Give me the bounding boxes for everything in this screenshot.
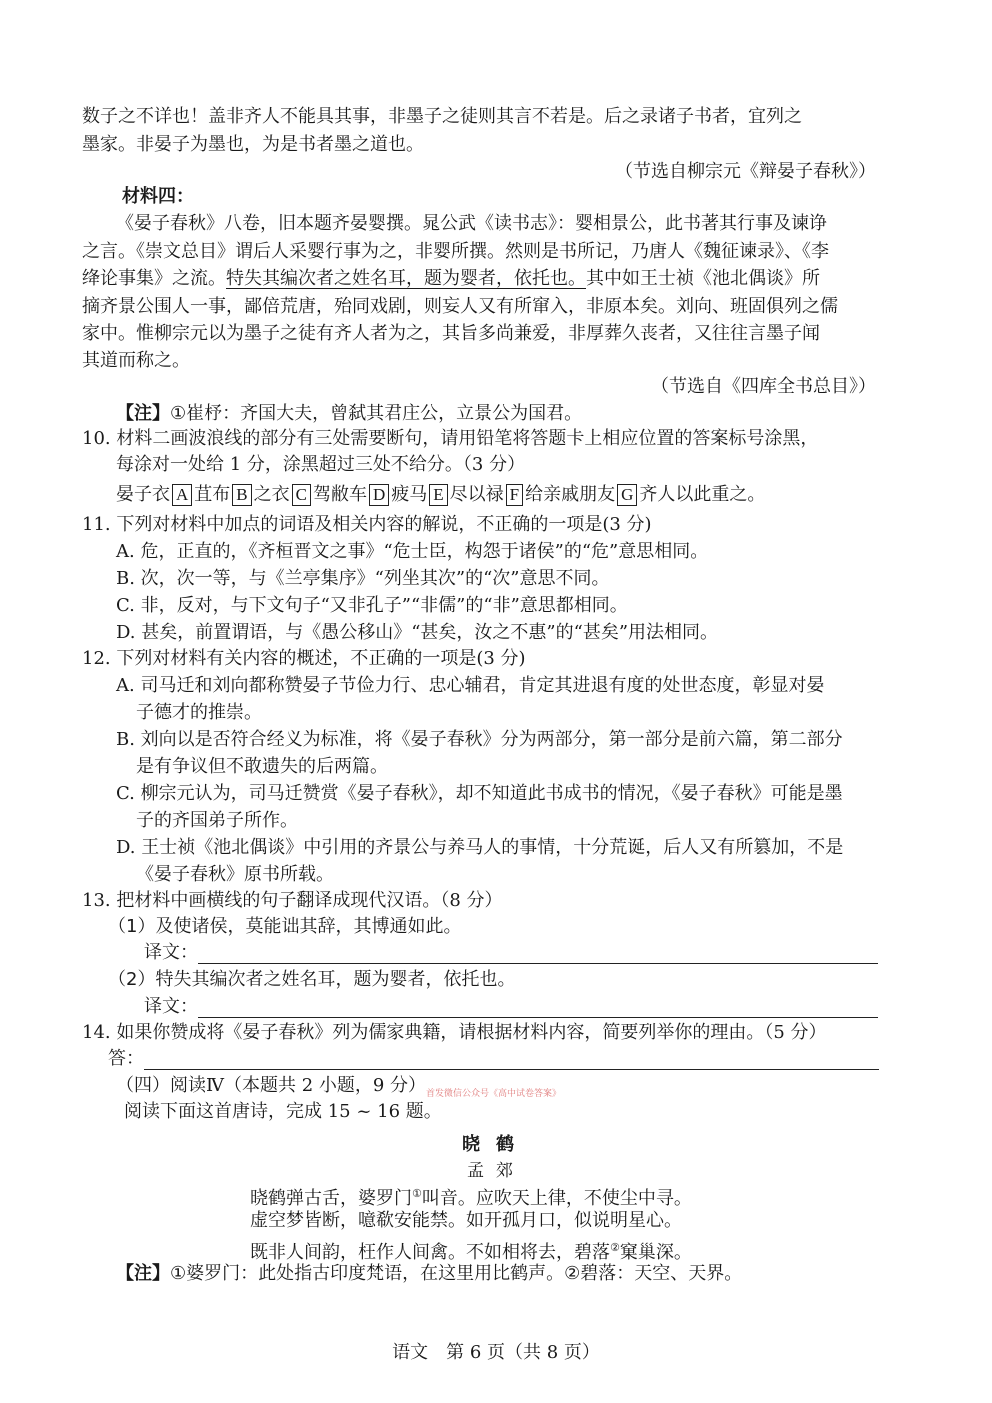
material4-heading: 材料四：	[122, 186, 194, 207]
material4-line-3: 绛论事集》之流。特失其编次者之姓名耳，题为婴者，依托也。其中如王士祯《池北偶谈》所	[82, 268, 820, 289]
question-10-stem: 10. 材料二画波浪线的部分有三处需要断句，请用铅笔将答题卡上相应位置的答案标号涂黑，	[82, 428, 819, 449]
material4-source: （节选自《四库全书总目》）	[651, 376, 876, 397]
question-12-option-a: A. 司马迁和刘向都称赞晏子节俭力行、忠心辅君，肯定其进退有度的处世态度，彰显对晏	[116, 675, 825, 696]
question-14-stem: 14. 如果你赞成将《晏子春秋》列为儒家典籍，请根据材料内容，简要列举你的理由。（5 分）	[82, 1022, 827, 1043]
question-11-option-b: B. 次，次一等，与《兰亭集序》“列坐其次”的“次”意思不同。	[116, 568, 610, 589]
page-footer: 语文 第 6 页（共 8 页）	[392, 1342, 600, 1363]
answer-line-1[interactable]	[198, 945, 878, 964]
mark-F[interactable]: F	[506, 484, 523, 506]
poem-line-3: 既非人间韵，枉作人间禽。不如相将去，碧落②窠巢深。	[250, 1241, 692, 1263]
note-1: 【注】①崔杼：齐国大夫，曾弑其君庄公，立景公为国君。	[116, 403, 583, 424]
poem-title: 晓鹤	[462, 1134, 530, 1155]
poem-author: 孟郊	[467, 1161, 525, 1181]
answer-line-2[interactable]	[198, 999, 878, 1018]
mark-C[interactable]: C	[292, 484, 311, 506]
question-10-options: 晏子衣 A 苴布 B 之衣 C 驾敝车 D 疲马 E 尽以禄 F 给亲戚朋友 G 齐人以此重之。	[116, 484, 766, 505]
question-12-option-b: B. 刘向以是否符合经义为标准，将《晏子春秋》分为两部分，第一部分是前六篇，第二部分	[116, 729, 843, 750]
question-13-answer-1: 译文：	[144, 942, 878, 964]
question-12-option-d-cont: 《晏子春秋》原书所载。	[136, 864, 334, 885]
question-11-stem: 11. 下列对材料中加点的词语及相关内容的解说，不正确的一项是(3 分)	[82, 514, 652, 535]
question-13-sentence-2: （2）特失其编次者之姓名耳，题为婴者，依托也。	[108, 969, 516, 990]
material4-line-6: 其道而称之。	[82, 350, 190, 371]
note-2: 【注】①婆罗门：此处指古印度梵语，在这里用比鹤声。②碧落：天空、天界。	[116, 1263, 743, 1284]
question-12-option-a-cont: 子德才的推崇。	[136, 702, 262, 723]
question-13-sentence-1: （1）及使诸侯，莫能诎其辞，其博通如此。	[108, 916, 462, 937]
section-4-heading: （四）阅读Ⅳ（本题共 2 小题，9 分）	[116, 1075, 427, 1096]
question-11-option-c: C. 非，反对，与下文句子“又非孔子”“非儒”的“非”意思都相同。	[116, 595, 628, 616]
question-14-answer: 答：	[108, 1048, 879, 1070]
section-4-instruction: 阅读下面这首唐诗，完成 15 ~ 16 题。	[124, 1101, 442, 1122]
question-11-option-d: D. 甚矣，前置谓语，与《愚公移山》“甚矣，汝之不惠”的“甚矣”用法相同。	[116, 622, 719, 643]
question-13-answer-2: 译文：	[144, 996, 878, 1018]
question-12-option-b-cont: 是有争议但不敢遗失的后两篇。	[136, 756, 388, 777]
material4-line-1: 《晏子春秋》八卷，旧本题齐晏婴撰。晁公武《读书志》：婴相景公，此书著其行事及谏诤	[116, 213, 827, 234]
poem-line-2: 虚空梦皆断，噫欷安能禁。如开孤月口，似说明星心。	[250, 1210, 682, 1231]
material3-line-1: 数子之不详也！盖非齐人不能具其事，非墨子之徒则其言不若是。后之录诸子书者，宜列之	[82, 106, 802, 127]
answer-line-3[interactable]	[144, 1051, 879, 1070]
mark-G[interactable]: G	[617, 484, 637, 506]
material4-line-2: 之言。《崇文总目》谓后人采婴行事为之，非婴所撰。然则是书所记，乃唐人《魏征谏录》、《李	[82, 241, 829, 262]
mark-B[interactable]: B	[232, 484, 251, 506]
question-13-stem: 13. 把材料中画横线的句子翻译成现代汉语。（8 分）	[82, 890, 503, 911]
material4-line-5: 家中。惟柳宗元以为墨子之徒有齐人者为之，其旨多尚兼爱，非厚葬久丧者，又往往言墨子闻	[82, 323, 820, 344]
underlined-sentence: 特失其编次者之姓名耳，题为婴者，依托也。	[226, 268, 586, 289]
question-12-option-d: D. 王士祯《池北偶谈》中引用的齐景公与养马人的事情，十分荒诞，后人又有所篡加，不是	[116, 837, 844, 858]
question-10-stem-2: 每涂对一处给 1 分，涂黑超过三处不给分。（3 分）	[116, 454, 526, 475]
material3-line-2: 墨家。非晏子为墨也，为是书者墨之道也。	[82, 134, 424, 155]
question-12-stem: 12. 下列对材料有关内容的概述，不正确的一项是(3 分)	[82, 648, 526, 669]
material3-source: （节选自柳宗元《辩晏子春秋》）	[615, 161, 876, 182]
watermark: 首发微信公众号《高中试卷答案》	[426, 1089, 562, 1099]
question-12-option-c-cont: 子的齐国弟子所作。	[136, 810, 298, 831]
mark-A[interactable]: A	[172, 484, 192, 506]
mark-E[interactable]: E	[429, 484, 447, 506]
mark-D[interactable]: D	[369, 484, 389, 506]
poem-line-1: 晓鹤弹古舌，婆罗门①叫音。应吹天上律，不使尘中寻。	[250, 1187, 692, 1209]
question-11-option-a: A. 危，正直的，《齐桓晋文之事》“危士臣，构怨于诸侯”的“危”意思相同。	[116, 541, 709, 562]
question-12-option-c: C. 柳宗元认为，司马迁赞赏《晏子春秋》，却不知道此书成书的情况，《晏子春秋》可能是墨	[116, 783, 843, 804]
material4-line-4: 摘齐景公围人一事，鄙倍荒唐，殆同戏剧，则妄人又有所窜入，非原本矣。刘向、班固俱列之儒	[82, 296, 838, 317]
